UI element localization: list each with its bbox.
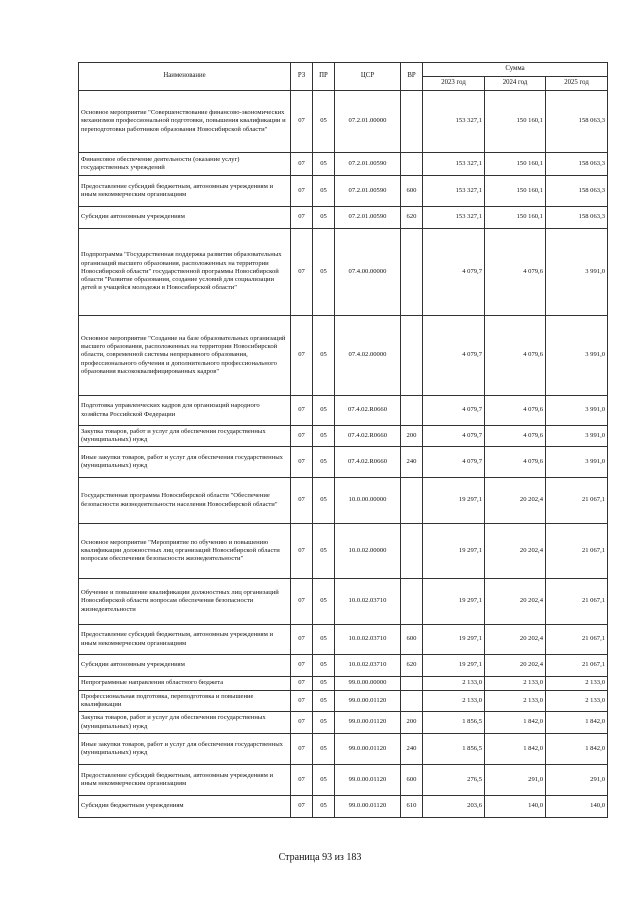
table-row [79, 712, 608, 734]
row-value-2024: 20 202,4 [485, 579, 546, 625]
page-number: Страница 93 из 183 [278, 852, 362, 863]
header-name: Наименование [79, 63, 291, 91]
row-value-2025: 158 063,3 [546, 207, 608, 229]
row-csr: 99.0.00.00000 [335, 677, 401, 691]
row-csr: 99.0.00.01120 [335, 691, 401, 712]
row-value-2025: 21 067,1 [546, 524, 608, 579]
row-name: Непрограммные направления областного бюджета [79, 677, 291, 691]
header-year-2023: 2023 год [423, 77, 485, 91]
row-value-2024: 150 160,1 [485, 207, 546, 229]
table-row [79, 426, 608, 447]
row-value-2025: 21 067,1 [546, 625, 608, 655]
row-name: Закупка товаров, работ и услуг для обеспечения государственных (муниципальных) нужд [79, 426, 291, 447]
row-value-2023: 153 327,1 [423, 153, 485, 176]
row-vr [401, 524, 423, 579]
row-value-2023: 276,5 [423, 765, 485, 796]
row-csr: 99.0.00.01120 [335, 796, 401, 818]
row-value-2024: 4 079,6 [485, 396, 546, 426]
row-csr: 07.4.02.00000 [335, 316, 401, 396]
row-name: Основное мероприятие "Создание на базе образовательных организаций высшего образования, расположенных на территории Новосибирской области, современной системы непрерывного образования, профессионального обучения и дополнительного профессионального образования высококвалифицированных кадров" [79, 316, 291, 396]
header-sums: Сумма [423, 63, 608, 77]
row-value-2023: 203,6 [423, 796, 485, 818]
row-value-2023: 153 327,1 [423, 91, 485, 153]
row-pr: 05 [313, 426, 335, 447]
row-value-2023: 153 327,1 [423, 176, 485, 207]
row-csr: 10.0.00.00000 [335, 478, 401, 524]
header-vr: ВР [401, 63, 423, 91]
header-year-2025: 2025 год [546, 77, 608, 91]
row-value-2024: 20 202,4 [485, 524, 546, 579]
row-vr [401, 153, 423, 176]
row-pr: 05 [313, 524, 335, 579]
row-pr: 05 [313, 712, 335, 734]
row-rz: 07 [291, 691, 313, 712]
row-csr: 10.0.02.03710 [335, 625, 401, 655]
table-row [79, 677, 608, 691]
row-vr: 240 [401, 734, 423, 765]
row-name: Подготовка управленческих кадров для организаций народного хозяйства Российской Федерации [79, 396, 291, 426]
row-vr [401, 579, 423, 625]
header-csr: ЦСР [335, 63, 401, 91]
row-value-2025: 3 991,0 [546, 426, 608, 447]
row-value-2024: 4 079,6 [485, 426, 546, 447]
row-pr: 05 [313, 229, 335, 316]
row-value-2024: 20 202,4 [485, 655, 546, 677]
table-row [79, 176, 608, 207]
row-vr: 620 [401, 655, 423, 677]
row-rz: 07 [291, 524, 313, 579]
header-rz: РЗ [291, 63, 313, 91]
row-vr [401, 229, 423, 316]
row-rz: 07 [291, 207, 313, 229]
row-vr: 600 [401, 176, 423, 207]
row-name: Основное мероприятие "Мероприятие по обучению и повышению квалификации должностных лиц организаций Новосибирской области вопросам обеспечения безопасности жизнедеятельности" [79, 524, 291, 579]
row-value-2025: 3 991,0 [546, 396, 608, 426]
header-row-1 [79, 63, 608, 77]
row-csr: 07.4.02.R0660 [335, 447, 401, 478]
row-pr: 05 [313, 176, 335, 207]
row-csr: 99.0.00.01120 [335, 712, 401, 734]
row-name: Основное мероприятие "Совершенствование финансово-экономических механизмов профессиональной подготовки, повышения квалификации и переподготовки работников образования Новосибирской области" [79, 91, 291, 153]
row-value-2024: 2 133,0 [485, 677, 546, 691]
row-name: Субсидии бюджетным учреждениям [79, 796, 291, 818]
row-csr: 07.4.02.R0660 [335, 426, 401, 447]
table-row [79, 524, 608, 579]
table-row [79, 396, 608, 426]
row-rz: 07 [291, 796, 313, 818]
row-value-2024: 20 202,4 [485, 625, 546, 655]
row-value-2023: 4 079,7 [423, 229, 485, 316]
row-rz: 07 [291, 229, 313, 316]
row-pr: 05 [313, 316, 335, 396]
row-value-2023: 19 297,1 [423, 524, 485, 579]
row-value-2023: 1 856,5 [423, 734, 485, 765]
table-row [79, 734, 608, 765]
row-name: Иные закупки товаров, работ и услуг для обеспечения государственных (муниципальных) нужд [79, 447, 291, 478]
row-pr: 05 [313, 478, 335, 524]
row-value-2025: 158 063,3 [546, 176, 608, 207]
row-pr: 05 [313, 765, 335, 796]
table-row [79, 478, 608, 524]
row-pr: 05 [313, 153, 335, 176]
row-value-2024: 291,0 [485, 765, 546, 796]
row-value-2024: 4 079,6 [485, 316, 546, 396]
row-value-2024: 1 842,0 [485, 712, 546, 734]
table-row [79, 207, 608, 229]
row-rz: 07 [291, 426, 313, 447]
table-row [79, 625, 608, 655]
row-value-2024: 4 079,6 [485, 447, 546, 478]
row-value-2025: 158 063,3 [546, 91, 608, 153]
row-rz: 07 [291, 734, 313, 765]
table-row [79, 765, 608, 796]
row-csr: 10.0.02.03710 [335, 579, 401, 625]
row-name: Субсидии автономным учреждениям [79, 207, 291, 229]
row-csr: 07.4.00.00000 [335, 229, 401, 316]
row-rz: 07 [291, 91, 313, 153]
row-pr: 05 [313, 396, 335, 426]
row-value-2024: 1 842,0 [485, 734, 546, 765]
row-value-2025: 1 842,0 [546, 734, 608, 765]
row-rz: 07 [291, 655, 313, 677]
header-year-2024: 2024 год [485, 77, 546, 91]
table-row [79, 579, 608, 625]
row-value-2024: 2 133,0 [485, 691, 546, 712]
row-pr: 05 [313, 796, 335, 818]
row-csr: 07.2.01.00000 [335, 91, 401, 153]
row-vr: 600 [401, 625, 423, 655]
row-value-2025: 21 067,1 [546, 579, 608, 625]
row-rz: 07 [291, 579, 313, 625]
row-pr: 05 [313, 677, 335, 691]
table-row [79, 316, 608, 396]
row-rz: 07 [291, 153, 313, 176]
row-rz: 07 [291, 765, 313, 796]
row-value-2023: 1 856,5 [423, 712, 485, 734]
row-value-2025: 2 133,0 [546, 691, 608, 712]
table-row [79, 91, 608, 153]
row-value-2024: 140,0 [485, 796, 546, 818]
row-pr: 05 [313, 625, 335, 655]
table-row [79, 796, 608, 818]
budget-table [78, 62, 608, 818]
row-value-2025: 21 067,1 [546, 478, 608, 524]
row-rz: 07 [291, 396, 313, 426]
row-csr: 07.2.01.00590 [335, 153, 401, 176]
row-pr: 05 [313, 91, 335, 153]
row-pr: 05 [313, 579, 335, 625]
row-rz: 07 [291, 625, 313, 655]
row-vr: 200 [401, 712, 423, 734]
row-value-2023: 4 079,7 [423, 316, 485, 396]
row-vr: 620 [401, 207, 423, 229]
row-name: Предоставление субсидий бюджетным, автономным учреждениям и иным некоммерческим организациям [79, 765, 291, 796]
row-vr [401, 677, 423, 691]
row-vr: 200 [401, 426, 423, 447]
table-row [79, 691, 608, 712]
row-vr [401, 691, 423, 712]
row-pr: 05 [313, 207, 335, 229]
row-value-2023: 153 327,1 [423, 207, 485, 229]
row-value-2025: 3 991,0 [546, 447, 608, 478]
row-value-2023: 19 297,1 [423, 478, 485, 524]
row-value-2023: 2 133,0 [423, 691, 485, 712]
row-vr: 610 [401, 796, 423, 818]
row-name: Закупка товаров, работ и услуг для обеспечения государственных (муниципальных) нужд [79, 712, 291, 734]
row-pr: 05 [313, 691, 335, 712]
row-vr: 600 [401, 765, 423, 796]
row-name: Предоставление субсидий бюджетным, автономным учреждениям и иным некоммерческим организациям [79, 176, 291, 207]
row-csr: 99.0.00.01120 [335, 734, 401, 765]
row-value-2023: 4 079,7 [423, 447, 485, 478]
row-pr: 05 [313, 447, 335, 478]
row-value-2023: 2 133,0 [423, 677, 485, 691]
row-name: Профессиональная подготовка, переподготовка и повышение квалификации [79, 691, 291, 712]
table-row [79, 229, 608, 316]
row-name: Государственная программа Новосибирской области "Обеспечение безопасности жизнедеятельности населения Новосибирской области" [79, 478, 291, 524]
row-rz: 07 [291, 712, 313, 734]
row-value-2023: 19 297,1 [423, 579, 485, 625]
row-vr [401, 316, 423, 396]
row-pr: 05 [313, 734, 335, 765]
row-vr [401, 396, 423, 426]
row-value-2025: 3 991,0 [546, 316, 608, 396]
row-value-2023: 4 079,7 [423, 396, 485, 426]
row-pr: 05 [313, 655, 335, 677]
row-value-2025: 3 991,0 [546, 229, 608, 316]
row-csr: 99.0.00.01120 [335, 765, 401, 796]
row-name: Иные закупки товаров, работ и услуг для обеспечения государственных (муниципальных) нужд [79, 734, 291, 765]
table-row [79, 447, 608, 478]
row-name: Подпрограмма "Государственная поддержка развития образовательных организаций высшего образования, расположенных на территории Новосибирской области" государственной программы Новосибирской области "Развитие образования, создание условий для социализации детей и учащейся молодежи в Новосибирской области" [79, 229, 291, 316]
row-vr: 240 [401, 447, 423, 478]
table-row [79, 153, 608, 176]
row-value-2024: 20 202,4 [485, 478, 546, 524]
row-rz: 07 [291, 176, 313, 207]
budget-table-container [78, 62, 607, 818]
row-value-2024: 150 160,1 [485, 153, 546, 176]
row-value-2023: 4 079,7 [423, 426, 485, 447]
row-name: Финансовое обеспечение деятельности (оказание услуг) государственных учреждений [79, 153, 291, 176]
table-body [79, 91, 608, 818]
row-name: Обучение и повышение квалификации должностных лиц организаций Новосибирской области вопросам обеспечения безопасности жизнедеятельности [79, 579, 291, 625]
row-vr [401, 478, 423, 524]
row-rz: 07 [291, 478, 313, 524]
row-rz: 07 [291, 677, 313, 691]
row-value-2025: 158 063,3 [546, 153, 608, 176]
row-vr [401, 91, 423, 153]
row-value-2025: 2 133,0 [546, 677, 608, 691]
row-value-2025: 140,0 [546, 796, 608, 818]
row-value-2024: 150 160,1 [485, 176, 546, 207]
header-pr: ПР [313, 63, 335, 91]
row-csr: 10.0.02.03710 [335, 655, 401, 677]
row-csr: 10.0.02.00000 [335, 524, 401, 579]
row-csr: 07.2.01.00590 [335, 176, 401, 207]
row-value-2024: 150 160,1 [485, 91, 546, 153]
row-value-2025: 21 067,1 [546, 655, 608, 677]
row-value-2023: 19 297,1 [423, 655, 485, 677]
row-value-2024: 4 079,6 [485, 229, 546, 316]
row-csr: 07.4.02.R0660 [335, 396, 401, 426]
table-row [79, 655, 608, 677]
row-value-2025: 291,0 [546, 765, 608, 796]
row-rz: 07 [291, 316, 313, 396]
row-value-2023: 19 297,1 [423, 625, 485, 655]
row-value-2025: 1 842,0 [546, 712, 608, 734]
row-csr: 07.2.01.00590 [335, 207, 401, 229]
row-name: Субсидии автономным учреждениям [79, 655, 291, 677]
row-name: Предоставление субсидий бюджетным, автономным учреждениям и иным некоммерческим организациям [79, 625, 291, 655]
row-rz: 07 [291, 447, 313, 478]
